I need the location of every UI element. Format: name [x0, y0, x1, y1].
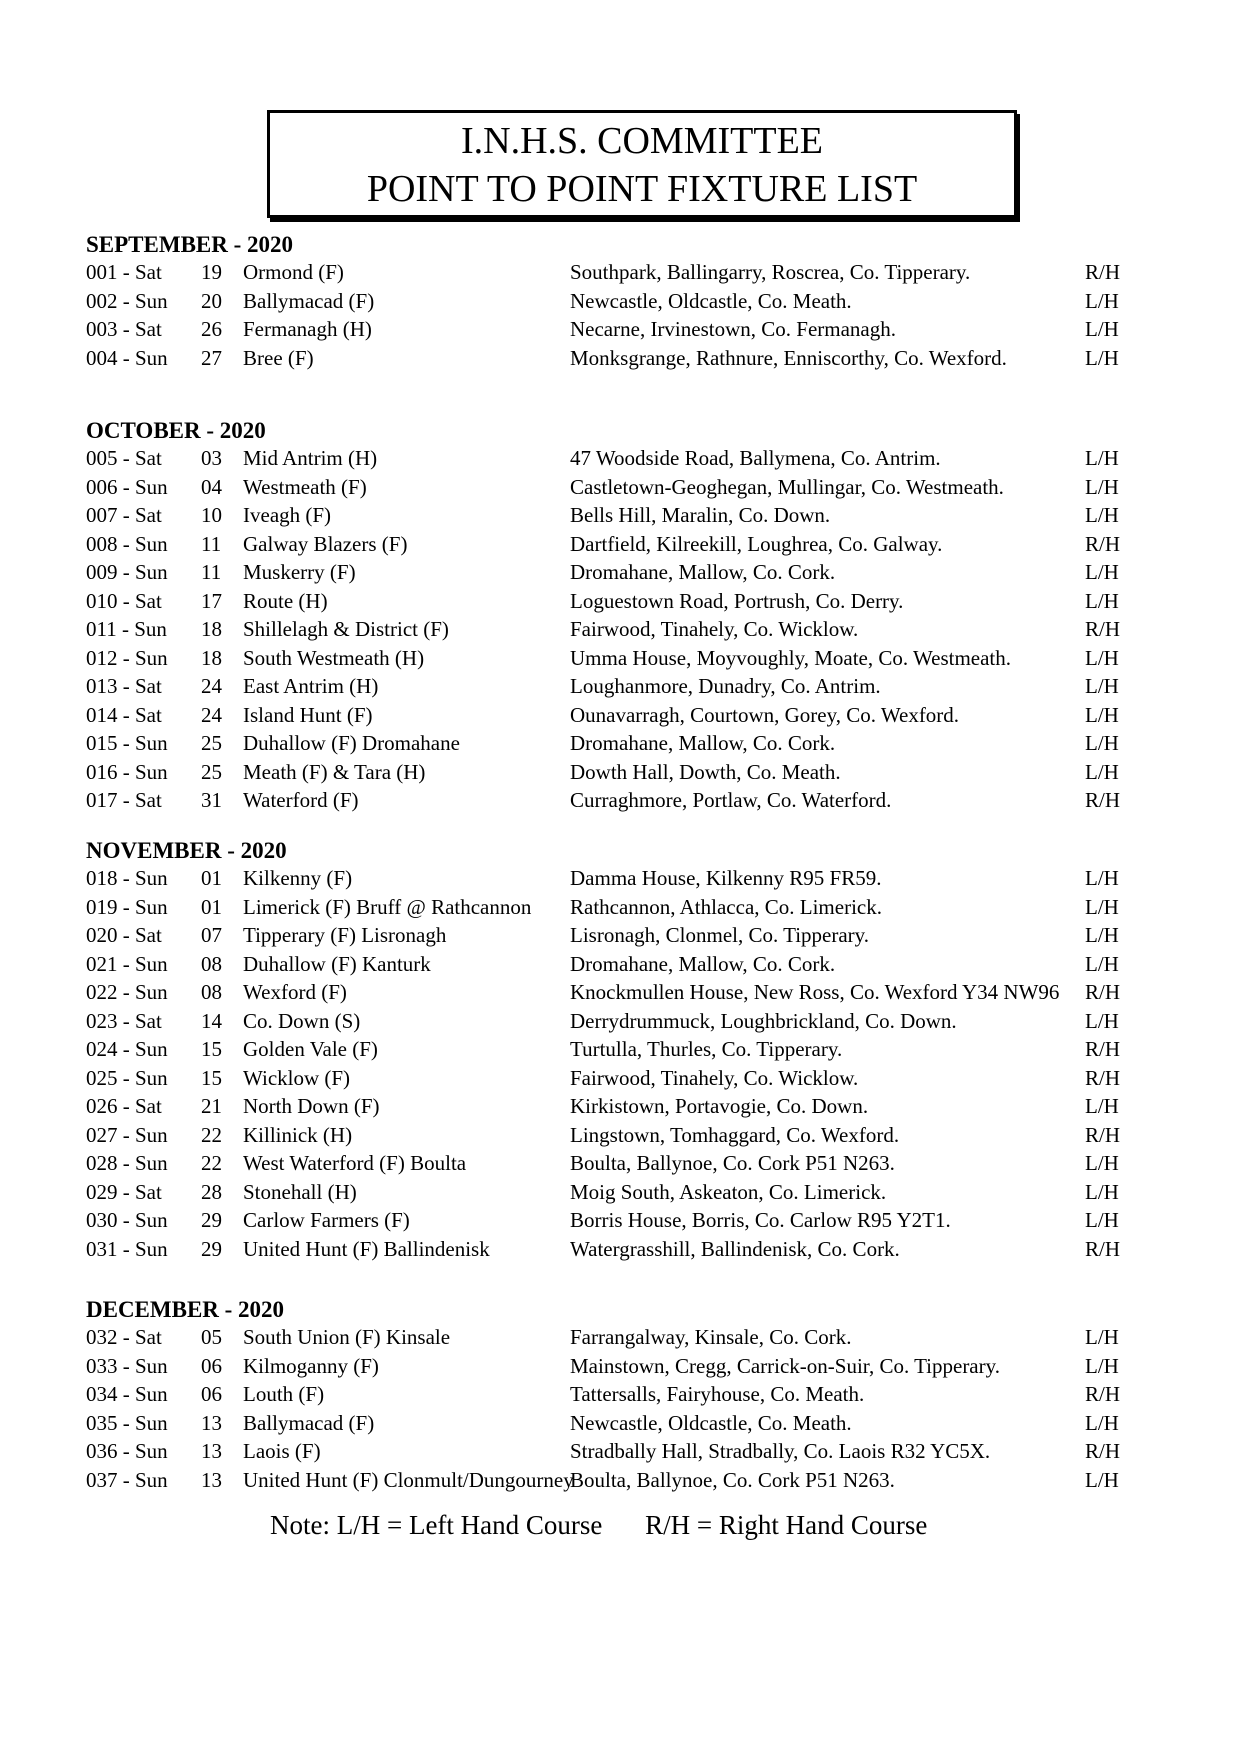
fixture-venue: Umma House, Moyvoughly, Moate, Co. Westmeath.	[570, 645, 1012, 670]
fixture-hunt: Laois (F)	[243, 1439, 321, 1463]
fixture-course-direction: L/H	[1085, 1410, 1119, 1435]
fixture-hunt: East Antrim (H)	[243, 674, 379, 698]
fixture-number: 015 - Sun	[86, 731, 168, 755]
fixture-date: 10	[201, 503, 222, 527]
fixture-venue: Lisronagh, Clonmel, Co. Tipperary.	[570, 923, 870, 947]
fixture-venue: Dowth Hall, Dowth, Co. Meath.	[570, 759, 841, 784]
title-box	[267, 110, 1017, 218]
fixture-date: 06	[201, 1353, 222, 1378]
fixture-venue: Tattersalls, Fairyhouse, Co. Meath.	[570, 1382, 865, 1406]
fixture-row	[86, 950, 1146, 979]
fixture-venue: Castletown-Geoghegan, Mullingar, Co. Westmeath.	[570, 474, 1004, 499]
fixture-venue: Fairwood, Tinahely, Co. Wicklow.	[570, 1065, 859, 1090]
fixture-date: 01	[201, 866, 222, 890]
fixture-venue: Derrydrummuck, Loughbrickland, Co. Down.	[570, 1008, 957, 1033]
month-heading: SEPTEMBER - 2020	[86, 232, 294, 257]
fixture-course-direction: R/H	[1085, 260, 1121, 284]
fixture-hunt: Golden Vale (F)	[243, 1037, 378, 1061]
fixture-venue: Ounavarragh, Courtown, Gorey, Co. Wexford.	[570, 702, 960, 727]
fixture-row	[86, 1380, 1146, 1409]
fixture-date: 11	[201, 560, 222, 584]
fixture-row	[86, 1466, 1146, 1495]
fixture-venue: Borris House, Borris, Co. Carlow R95 Y2T1.	[570, 1208, 951, 1232]
fixture-venue: Dromahane, Mallow, Co. Cork.	[570, 731, 836, 755]
fixture-number: 029 - Sat	[86, 1179, 162, 1204]
fixture-row	[86, 1121, 1146, 1150]
fixture-hunt: West Waterford (F) Boulta	[243, 1151, 467, 1175]
fixture-venue: Monksgrange, Rathnure, Enniscorthy, Co. Wexford.	[570, 345, 1007, 370]
fixture-number: 022 - Sun	[86, 980, 168, 1004]
fixture-row	[86, 672, 1146, 701]
fixture-date: 05	[201, 1325, 222, 1349]
fixture-course-direction: L/H	[1085, 588, 1119, 613]
fixture-course-direction: L/H	[1085, 560, 1119, 584]
fixture-row	[86, 1007, 1146, 1036]
fixture-date: 14	[201, 1008, 222, 1033]
fixture-venue: Turtulla, Thurles, Co. Tipperary.	[570, 1037, 843, 1061]
fixture-date: 07	[201, 923, 222, 947]
fixture-number: 008 - Sun	[86, 531, 168, 556]
fixture-number: 023 - Sat	[86, 1008, 162, 1033]
fixture-number: 019 - Sun	[86, 894, 168, 919]
fixture-hunt: South Union (F) Kinsale	[243, 1325, 451, 1349]
fixture-date: 06	[201, 1382, 222, 1406]
fixture-hunt: Tipperary (F) Lisronagh	[243, 923, 447, 947]
title-line-2: POINT TO POINT FIXTURE LIST	[366, 168, 918, 210]
fixture-venue: Knockmullen House, New Ross, Co. Wexford Y34 NW96	[570, 980, 1060, 1004]
fixture-hunt: Galway Blazers (F)	[243, 531, 408, 556]
fixture-number: 037 - Sun	[86, 1467, 168, 1492]
fixture-venue: Mainstown, Cregg, Carrick-on-Suir, Co. Tipperary.	[570, 1353, 1001, 1378]
fixture-row	[86, 1178, 1146, 1207]
fixture-hunt: United Hunt (F) Clonmult/Dungourney	[243, 1467, 574, 1492]
fixture-date: 28	[201, 1179, 222, 1204]
fixture-course-direction: L/H	[1085, 702, 1119, 727]
fixture-number: 014 - Sat	[86, 702, 162, 727]
fixture-course-direction: L/H	[1085, 1008, 1119, 1033]
fixture-hunt: Co. Down (S)	[243, 1008, 361, 1033]
fixture-number: 004 - Sun	[86, 345, 168, 370]
fixture-hunt: United Hunt (F) Ballindenisk	[243, 1236, 490, 1261]
fixture-hunt: Louth (F)	[243, 1382, 325, 1406]
fixture-date: 18	[201, 645, 222, 670]
fixture-hunt: Wexford (F)	[243, 980, 347, 1004]
fixture-course-direction: R/H	[1085, 788, 1121, 812]
fixture-venue: Dartfield, Kilreekill, Loughrea, Co. Galway.	[570, 531, 943, 556]
fixture-number: 035 - Sun	[86, 1410, 168, 1435]
fixture-hunt: Carlow Farmers (F)	[243, 1208, 410, 1232]
fixture-course-direction: L/H	[1085, 731, 1119, 755]
fixture-date: 25	[201, 731, 222, 755]
fixture-row	[86, 786, 1146, 815]
fixture-venue: Boulta, Ballynoe, Co. Cork P51 N263.	[570, 1151, 895, 1175]
fixture-row	[86, 1064, 1146, 1093]
fixture-course-direction: L/H	[1085, 1467, 1119, 1492]
fixture-course-direction: L/H	[1085, 1325, 1119, 1349]
fixture-date: 25	[201, 759, 222, 784]
fixture-course-direction: L/H	[1085, 759, 1119, 784]
fixture-course-direction: R/H	[1085, 617, 1121, 641]
fixture-course-direction: R/H	[1085, 1122, 1121, 1147]
fixture-date: 27	[201, 345, 222, 370]
fixture-course-direction: L/H	[1085, 288, 1119, 313]
fixture-number: 007 - Sat	[86, 503, 162, 527]
fixture-row	[86, 1235, 1146, 1264]
fixture-venue: Stradbally Hall, Stradbally, Co. Laois R32 YC5X.	[570, 1439, 991, 1463]
fixture-row	[86, 729, 1146, 758]
fixture-hunt: Ballymacad (F)	[243, 288, 375, 313]
fixture-course-direction: R/H	[1085, 1037, 1121, 1061]
fixture-number: 017 - Sat	[86, 788, 162, 812]
month-heading: OCTOBER - 2020	[86, 418, 266, 443]
fixture-course-direction: L/H	[1085, 446, 1119, 470]
fixture-hunt: Kilmoganny (F)	[243, 1353, 379, 1378]
fixture-venue: Lingstown, Tomhaggard, Co. Wexford.	[570, 1122, 900, 1147]
fixture-course-direction: R/H	[1085, 531, 1121, 556]
fixture-date: 29	[201, 1236, 222, 1261]
fixture-number: 012 - Sun	[86, 645, 168, 670]
fixture-venue: 47 Woodside Road, Ballymena, Co. Antrim.	[570, 446, 941, 470]
fixture-hunt: Mid Antrim (H)	[243, 446, 378, 470]
fixture-date: 22	[201, 1151, 222, 1175]
fixture-date: 26	[201, 317, 222, 341]
fixture-hunt: Duhallow (F) Kanturk	[243, 951, 431, 976]
fixture-row	[86, 444, 1146, 473]
fixture-number: 006 - Sun	[86, 474, 168, 499]
fixture-date: 31	[201, 788, 222, 812]
fixture-number: 027 - Sun	[86, 1122, 168, 1147]
fixture-number: 021 - Sun	[86, 951, 168, 976]
fixture-row	[86, 344, 1146, 373]
fixture-number: 034 - Sun	[86, 1382, 168, 1406]
fixture-row	[86, 1352, 1146, 1381]
fixture-course-direction: L/H	[1085, 1208, 1119, 1232]
fixture-course-direction: L/H	[1085, 1353, 1119, 1378]
fixture-venue: Curraghmore, Portlaw, Co. Waterford.	[570, 788, 892, 812]
fixture-course-direction: L/H	[1085, 951, 1119, 976]
fixture-row	[86, 473, 1146, 502]
fixture-row	[86, 1206, 1146, 1235]
fixture-venue: Kirkistown, Portavogie, Co. Down.	[570, 1094, 869, 1118]
fixture-course-direction: L/H	[1085, 345, 1119, 370]
fixture-date: 22	[201, 1122, 222, 1147]
fixture-course-direction: L/H	[1085, 503, 1119, 527]
fixture-row	[86, 893, 1146, 922]
fixture-number: 024 - Sun	[86, 1037, 168, 1061]
fixture-course-direction: L/H	[1085, 474, 1119, 499]
title-line-1: I.N.H.S. COMMITTEE	[460, 120, 824, 162]
fixture-number: 018 - Sun	[86, 866, 168, 890]
fixture-date: 15	[201, 1065, 222, 1090]
note-right-hand: R/H = Right Hand Course	[645, 1510, 928, 1540]
fixture-number: 005 - Sat	[86, 446, 162, 470]
fixture-date: 13	[201, 1467, 222, 1492]
course-note	[270, 1508, 927, 1542]
fixture-row	[86, 864, 1146, 893]
fixture-venue: Bells Hill, Maralin, Co. Down.	[570, 503, 831, 527]
fixture-hunt: Stonehall (H)	[243, 1179, 357, 1204]
fixture-row	[86, 558, 1146, 587]
fixture-date: 24	[201, 702, 222, 727]
fixture-date: 03	[201, 446, 222, 470]
fixture-course-direction: L/H	[1085, 866, 1119, 890]
fixture-course-direction: L/H	[1085, 1094, 1119, 1118]
fixture-venue: Dromahane, Mallow, Co. Cork.	[570, 951, 836, 976]
fixture-hunt: Meath (F) & Tara (H)	[243, 759, 426, 784]
fixture-venue: Farrangalway, Kinsale, Co. Cork.	[570, 1325, 852, 1349]
fixture-hunt: Ballymacad (F)	[243, 1410, 375, 1435]
fixture-row	[86, 615, 1146, 644]
fixture-row	[86, 921, 1146, 950]
fixture-date: 17	[201, 588, 222, 613]
fixture-row	[86, 315, 1146, 344]
fixture-row	[86, 1035, 1146, 1064]
fixture-hunt: Island Hunt (F)	[243, 702, 373, 727]
fixture-number: 030 - Sun	[86, 1208, 168, 1232]
fixture-hunt: Fermanagh (H)	[243, 317, 372, 341]
fixture-hunt: Westmeath (F)	[243, 474, 367, 499]
month-section	[86, 1297, 1146, 1494]
fixture-course-direction: R/H	[1085, 1382, 1121, 1406]
fixture-hunt: Wicklow (F)	[243, 1065, 351, 1090]
fixture-venue: Watergrasshill, Ballindenisk, Co. Cork.	[570, 1236, 900, 1261]
month-section	[86, 232, 1146, 372]
fixture-course-direction: L/H	[1085, 674, 1119, 698]
fixture-hunt: Waterford (F)	[243, 788, 359, 812]
fixture-number: 013 - Sat	[86, 674, 162, 698]
fixture-row	[86, 530, 1146, 559]
fixture-date: 21	[201, 1094, 222, 1118]
fixture-hunt: Killinick (H)	[243, 1122, 353, 1147]
fixture-row	[86, 978, 1146, 1007]
fixture-hunt: Bree (F)	[243, 345, 314, 370]
fixture-hunt: North Down (F)	[243, 1094, 380, 1118]
fixture-venue: Necarne, Irvinestown, Co. Fermanagh.	[570, 317, 896, 341]
fixture-number: 026 - Sat	[86, 1094, 162, 1118]
fixture-row	[86, 258, 1146, 287]
fixture-number: 010 - Sat	[86, 588, 162, 613]
fixture-hunt: Shillelagh & District (F)	[243, 617, 449, 641]
fixture-number: 002 - Sun	[86, 288, 168, 313]
fixture-hunt: Duhallow (F) Dromahane	[243, 731, 460, 755]
fixture-row	[86, 501, 1146, 530]
fixture-number: 020 - Sat	[86, 923, 162, 947]
fixture-number: 001 - Sat	[86, 260, 162, 284]
fixture-venue: Damma House, Kilkenny R95 FR59.	[570, 866, 882, 890]
fixture-course-direction: L/H	[1085, 1151, 1119, 1175]
fixture-row	[86, 701, 1146, 730]
fixture-course-direction: R/H	[1085, 1236, 1121, 1261]
fixture-date: 20	[201, 288, 222, 313]
month-section	[86, 838, 1146, 1263]
fixture-venue: Boulta, Ballynoe, Co. Cork P51 N263.	[570, 1467, 895, 1492]
fixture-number: 032 - Sat	[86, 1325, 162, 1349]
fixture-venue: Dromahane, Mallow, Co. Cork.	[570, 560, 836, 584]
fixture-row	[86, 1409, 1146, 1438]
fixture-number: 036 - Sun	[86, 1439, 168, 1463]
fixture-hunt: Muskerry (F)	[243, 560, 356, 584]
fixture-number: 025 - Sun	[86, 1065, 168, 1090]
fixture-course-direction: L/H	[1085, 923, 1119, 947]
month-heading: NOVEMBER - 2020	[86, 838, 287, 863]
fixture-venue: Moig South, Askeaton, Co. Limerick.	[570, 1179, 887, 1204]
fixture-row	[86, 1323, 1146, 1352]
note-left-hand: Note: L/H = Left Hand Course	[270, 1510, 603, 1540]
fixture-course-direction: R/H	[1085, 1065, 1121, 1090]
fixture-date: 29	[201, 1208, 222, 1232]
fixture-row	[86, 1092, 1146, 1121]
fixture-date: 08	[201, 980, 222, 1004]
fixture-row	[86, 644, 1146, 673]
fixture-hunt: South Westmeath (H)	[243, 645, 425, 670]
fixture-date: 19	[201, 260, 222, 284]
fixture-row	[86, 587, 1146, 616]
fixture-date: 11	[201, 531, 222, 556]
fixture-date: 15	[201, 1037, 222, 1061]
fixture-venue: Loughanmore, Dunadry, Co. Antrim.	[570, 674, 881, 698]
fixture-date: 13	[201, 1439, 222, 1463]
fixture-hunt: Ormond (F)	[243, 260, 344, 284]
fixture-date: 04	[201, 474, 222, 499]
fixture-hunt: Kilkenny (F)	[243, 866, 353, 890]
fixture-number: 011 - Sun	[86, 617, 167, 641]
fixture-hunt: Limerick (F) Bruff @ Rathcannon	[243, 894, 532, 919]
fixture-venue: Southpark, Ballingarry, Roscrea, Co. Tipperary.	[570, 260, 971, 284]
fixture-venue: Loguestown Road, Portrush, Co. Derry.	[570, 588, 904, 613]
fixture-row	[86, 1149, 1146, 1178]
fixture-number: 033 - Sun	[86, 1353, 168, 1378]
fixture-number: 016 - Sun	[86, 759, 168, 784]
fixture-hunt: Iveagh (F)	[243, 503, 332, 527]
fixture-course-direction: L/H	[1085, 1179, 1119, 1204]
fixture-date: 24	[201, 674, 222, 698]
fixture-venue: Newcastle, Oldcastle, Co. Meath.	[570, 1410, 852, 1435]
fixture-number: 028 - Sun	[86, 1151, 168, 1175]
fixture-date: 01	[201, 894, 222, 919]
fixture-row	[86, 287, 1146, 316]
fixture-course-direction: L/H	[1085, 645, 1119, 670]
fixture-course-direction: L/H	[1085, 317, 1119, 341]
fixture-number: 031 - Sun	[86, 1236, 168, 1261]
fixture-hunt: Route (H)	[243, 588, 328, 613]
fixture-course-direction: R/H	[1085, 1439, 1121, 1463]
fixture-date: 18	[201, 617, 222, 641]
fixture-venue: Newcastle, Oldcastle, Co. Meath.	[570, 288, 852, 313]
fixture-course-direction: L/H	[1085, 894, 1119, 919]
fixture-row	[86, 758, 1146, 787]
month-heading: DECEMBER - 2020	[86, 1297, 285, 1322]
fixture-date: 13	[201, 1410, 222, 1435]
fixture-date: 08	[201, 951, 222, 976]
fixture-number: 009 - Sun	[86, 560, 168, 584]
fixture-course-direction: R/H	[1085, 980, 1121, 1004]
fixture-row	[86, 1437, 1146, 1466]
fixture-venue: Fairwood, Tinahely, Co. Wicklow.	[570, 617, 859, 641]
fixture-venue: Rathcannon, Athlacca, Co. Limerick.	[570, 894, 882, 919]
fixture-number: 003 - Sat	[86, 317, 162, 341]
month-section	[86, 418, 1146, 815]
